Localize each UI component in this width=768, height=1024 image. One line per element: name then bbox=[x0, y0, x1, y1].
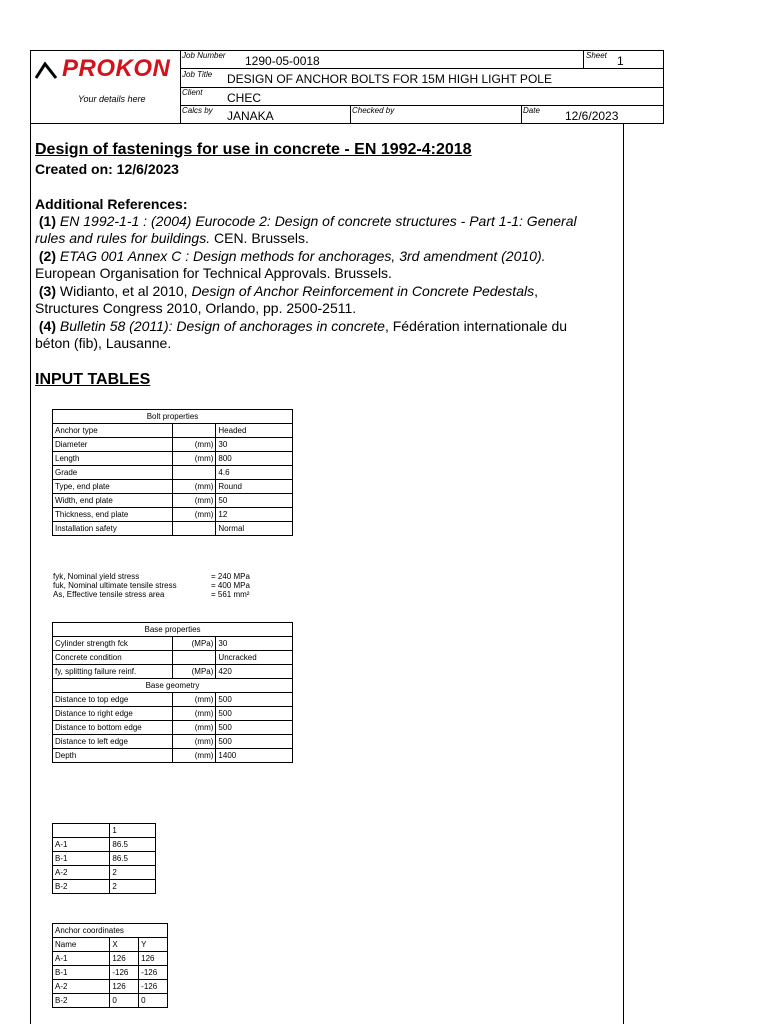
table-row: Type, end plate (mm) Round bbox=[53, 480, 293, 494]
checked-by-label: Checked by bbox=[352, 106, 395, 115]
table-row: Concrete condition Uncracked bbox=[53, 651, 293, 665]
table-row: Grade 4.6 bbox=[53, 466, 293, 480]
table-row: Width, end plate (mm) 50 bbox=[53, 494, 293, 508]
table-row: fy, splitting failure reinf. (MPa) 420 bbox=[53, 665, 293, 679]
additional-references-heading: Additional References: bbox=[35, 196, 188, 212]
table-row: Distance to top edge (mm) 500 bbox=[53, 693, 293, 707]
base-properties-table bbox=[52, 622, 293, 763]
client-label: Client bbox=[182, 88, 203, 97]
table-title: Base properties bbox=[53, 623, 293, 637]
job-title: DESIGN OF ANCHOR BOLTS FOR 15M HIGH LIGHT POLE bbox=[227, 72, 552, 86]
header-divider bbox=[583, 50, 584, 68]
anchor-load-table bbox=[52, 823, 156, 894]
client: CHEC bbox=[227, 91, 262, 105]
header-divider bbox=[180, 68, 664, 69]
tagline: Your details here bbox=[78, 94, 146, 104]
stress-summary: fyk, Nominal yield stress = 240 MPa fuk, Nominal ultimate tensile stress = 400 MPa As, Effective tensile stress area = 561 mm² bbox=[53, 572, 250, 599]
header-divider bbox=[521, 105, 522, 124]
table-subtitle: Base geometry bbox=[53, 679, 293, 693]
sheet-number: 1 bbox=[617, 54, 624, 68]
table-row: B-2 0 0 bbox=[53, 994, 168, 1008]
table-row: B-2 2 bbox=[53, 880, 156, 894]
table-row: B-1 -126 -126 bbox=[53, 966, 168, 980]
prokon-logo-icon bbox=[34, 60, 58, 80]
table-row: A-2 2 bbox=[53, 866, 156, 880]
header-divider bbox=[180, 87, 664, 88]
table-row: A-1 126 126 bbox=[53, 952, 168, 966]
table-row: Distance to left edge (mm) 500 bbox=[53, 735, 293, 749]
table-header-row: 1 bbox=[53, 824, 156, 838]
table-title: Anchor coordinates bbox=[53, 924, 168, 938]
page-border bbox=[30, 124, 31, 1024]
created-date: Created on: 12/6/2023 bbox=[35, 161, 179, 177]
table-row: Length (mm) 800 bbox=[53, 452, 293, 466]
reference-1: (1) EN 1992-1-1 : (2004) Eurocode 2: Design of concrete structures - Part 1-1: General rules and rules for buildings. CEN. Brussels. bbox=[35, 213, 577, 246]
job-number-label: Job Number bbox=[182, 51, 226, 60]
table-title: Bolt properties bbox=[53, 410, 293, 424]
anchor-coordinates-table bbox=[52, 923, 168, 1008]
table-row: Thickness, end plate (mm) 12 bbox=[53, 508, 293, 522]
table-row: Depth (mm) 1400 bbox=[53, 749, 293, 763]
table-row: Anchor type Headed bbox=[53, 424, 293, 438]
date-label: Date bbox=[523, 106, 540, 115]
table-row: Distance to right edge (mm) 500 bbox=[53, 707, 293, 721]
sheet-label: Sheet bbox=[586, 51, 607, 60]
input-tables-heading: INPUT TABLES bbox=[35, 371, 151, 388]
header-divider bbox=[180, 105, 664, 106]
job-title-label: Job Title bbox=[182, 70, 213, 79]
job-number: 1290-05-0018 bbox=[245, 54, 320, 68]
table-row: Installation safety Normal bbox=[53, 522, 293, 536]
table-row: B-1 86.5 bbox=[53, 852, 156, 866]
reference-4: (4) Bulletin 58 (2011): Design of anchorages in concrete, Fédération internationale du béton (fib), Lausanne. bbox=[35, 318, 568, 351]
logo: PROKON bbox=[62, 55, 171, 82]
page-margin-line bbox=[623, 124, 624, 1024]
document-title: Design of fastenings for use in concrete - EN 1992-4:2018 bbox=[35, 141, 472, 158]
table-row: Cylinder strength fck (MPa) 30 bbox=[53, 637, 293, 651]
bolt-properties-table bbox=[52, 409, 293, 536]
reference-3: (3) Widianto, et al 2010, Design of Anchor Reinforcement in Concrete Pedestals, Structures Congress 2010, Orlando, pp. 2500-2511. bbox=[35, 283, 538, 316]
table-row: Distance to bottom edge (mm) 500 bbox=[53, 721, 293, 735]
calcs-by: JANAKA bbox=[227, 109, 274, 123]
table-row: A-1 86.5 bbox=[53, 838, 156, 852]
table-header-row: Name X Y bbox=[53, 938, 168, 952]
table-row: Diameter (mm) 30 bbox=[53, 438, 293, 452]
calcs-by-label: Calcs by bbox=[182, 106, 213, 115]
table-row: A-2 126 -126 bbox=[53, 980, 168, 994]
date: 12/6/2023 bbox=[565, 109, 619, 123]
reference-2: (2) ETAG 001 Annex C : Design methods for anchorages, 3rd amendment (2010). European Organisation for Technical Approvals. Brussels. bbox=[35, 248, 546, 281]
header-divider bbox=[350, 105, 351, 124]
